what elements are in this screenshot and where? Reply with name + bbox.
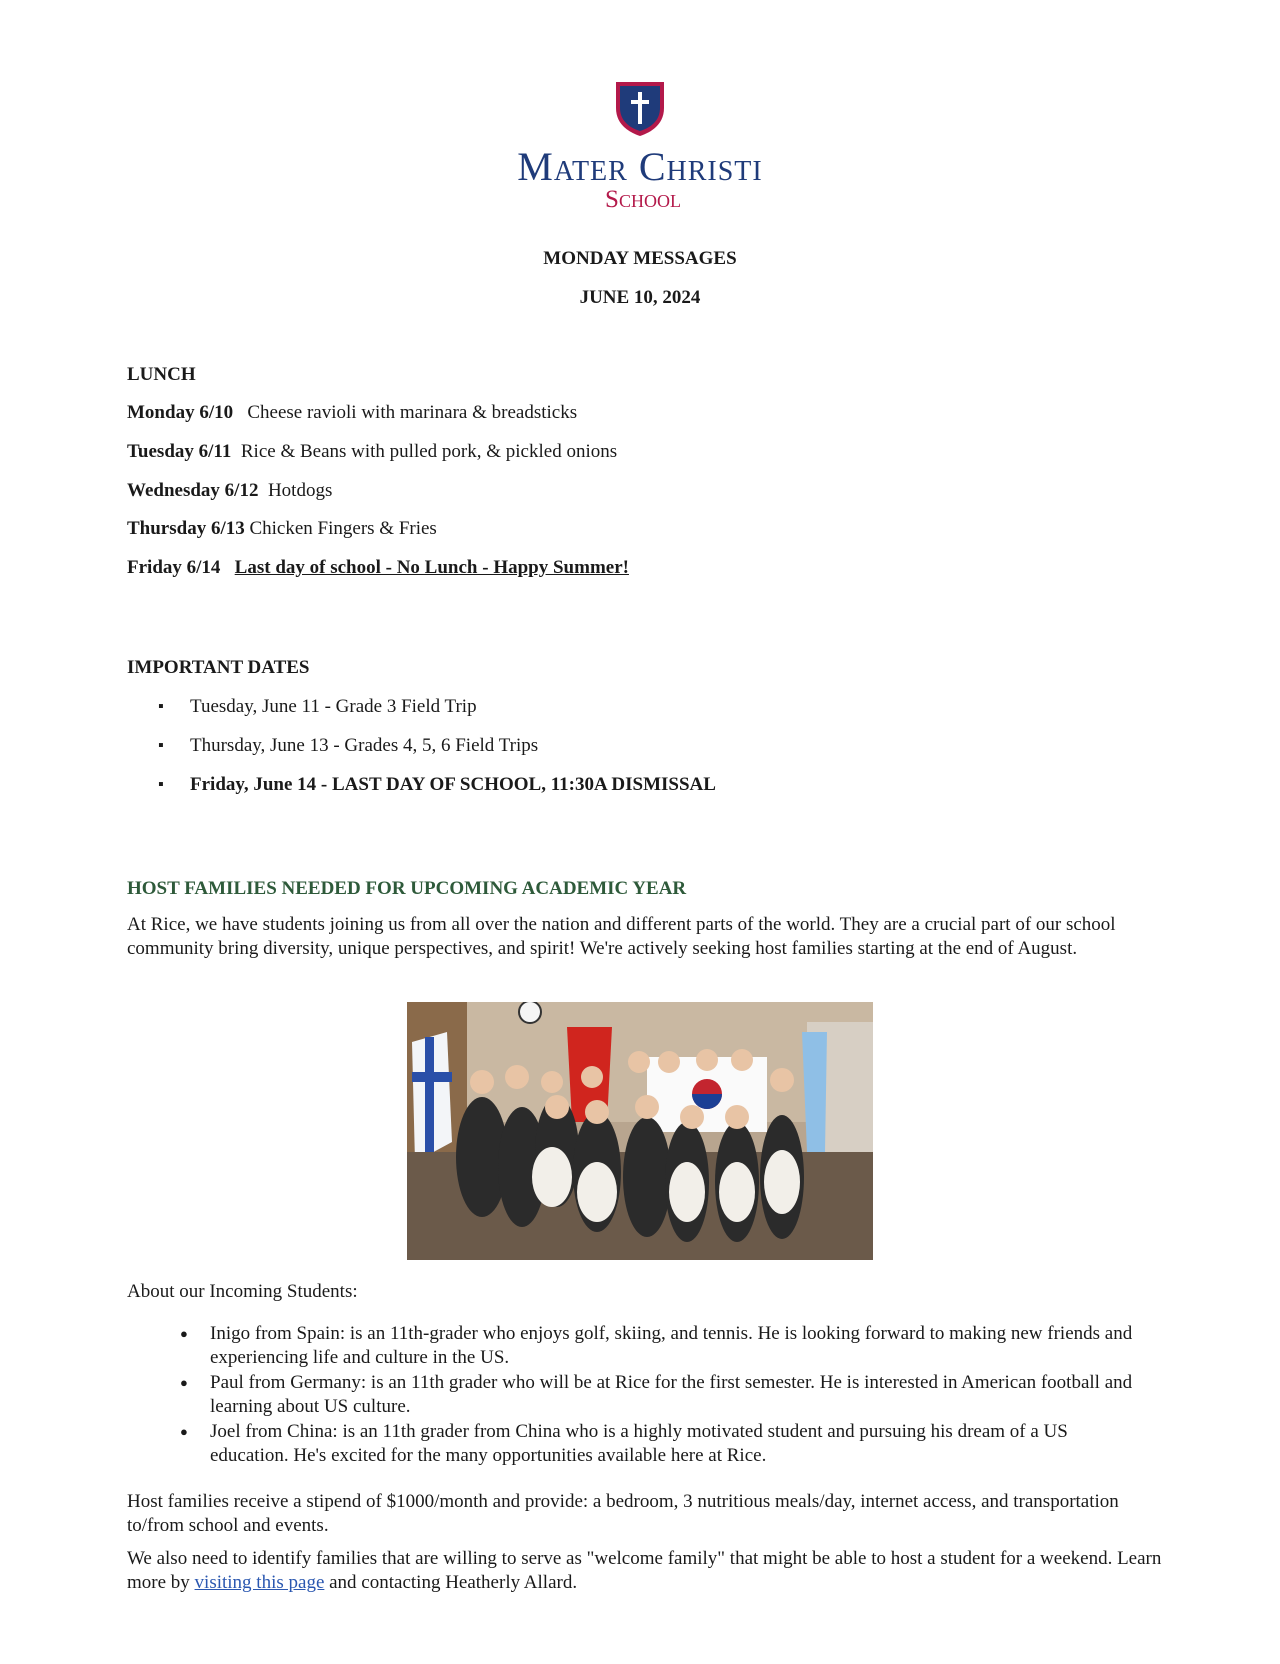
- page-title: MONDAY MESSAGES: [543, 248, 737, 269]
- lunch-menu: Rice & Beans with pulled pork, & pickled onions: [240, 441, 618, 462]
- students-list: [180, 1322, 1150, 1469]
- lunch-menu: Hotdogs: [267, 480, 333, 501]
- welcome-family-text: [127, 1547, 1167, 1595]
- lunch-row: [127, 518, 437, 540]
- lunch-row: [127, 402, 577, 424]
- page-date: JUNE 10, 2024: [579, 287, 701, 308]
- list-item: ● Joel from China: is an 11th grader from China who is a highly motivated student and pursuing his dream of a US education. He's excited for the many opportunities available here at Rice.: [180, 1420, 1150, 1468]
- lunch-title: LUNCH: [127, 364, 196, 385]
- lunch-day: Monday 6/10: [127, 402, 234, 423]
- lunch-row: [127, 557, 629, 579]
- lunch-row: [127, 480, 332, 502]
- list-item: ▪ Thursday, June 13 - Grades 4, 5, 6 Field Trips: [150, 734, 716, 773]
- students-heading: About our Incoming Students:: [127, 1281, 358, 1302]
- logo-name: Mater Christi: [517, 144, 763, 189]
- list-item: ● Paul from Germany: is an 11th grader who will be at Rice for the first semester. He is interested in American football and learning about US culture.: [180, 1371, 1150, 1419]
- shield-cross-icon: [612, 78, 668, 143]
- school-logo: [0, 78, 1280, 213]
- lunch-day: Wednesday 6/12: [127, 480, 259, 501]
- students-photo: [407, 1002, 873, 1260]
- dates-list: [150, 695, 716, 812]
- list-item: ● Inigo from Spain: is an 11th-grader who enjoys golf, skiing, and tennis. He is looking forward to making new friends and experiencing life and culture in the US.: [180, 1322, 1150, 1370]
- dates-title: IMPORTANT DATES: [127, 657, 310, 678]
- welcome-text-start: We also need to identify families that are willing to serve as "welcome family" that might be able to host a student for a weekend. Learn more by: [127, 1548, 1162, 1593]
- list-item: ▪ Friday, June 14 - LAST DAY OF SCHOOL, 11:30A DISMISSAL: [150, 773, 716, 812]
- welcome-text-end: and contacting Heatherly Allard.: [324, 1572, 578, 1593]
- lunch-menu: Cheese ravioli with marinara & breadsticks: [247, 402, 578, 423]
- lunch-day: Tuesday 6/11: [127, 441, 232, 462]
- visiting-page-link[interactable]: visiting this page: [194, 1572, 325, 1593]
- lunch-day: Thursday 6/13: [127, 518, 245, 539]
- list-item: ▪ Tuesday, June 11 - Grade 3 Field Trip: [150, 695, 716, 734]
- lunch-row: [127, 441, 617, 463]
- host-title: HOST FAMILIES NEEDED FOR UPCOMING ACADEMIC YEAR: [127, 878, 687, 899]
- host-intro: At Rice, we have students joining us from all over the nation and different parts of the world. They are a crucial part of our school community bring diversity, unique perspectives, and spirit! We're actively seeking host families starting at the end of August.: [127, 914, 1116, 959]
- logo-school: School: [605, 186, 681, 213]
- lunch-menu: Chicken Fingers & Fries: [249, 518, 437, 539]
- stipend-text: Host families receive a stipend of $1000/month and provide: a bedroom, 3 nutritious meals/day, internet access, and transportation to/from school and events.: [127, 1491, 1119, 1536]
- lunch-day: Friday 6/14: [127, 557, 221, 578]
- lunch-menu: Last day of school - No Lunch - Happy Summer!: [234, 557, 629, 578]
